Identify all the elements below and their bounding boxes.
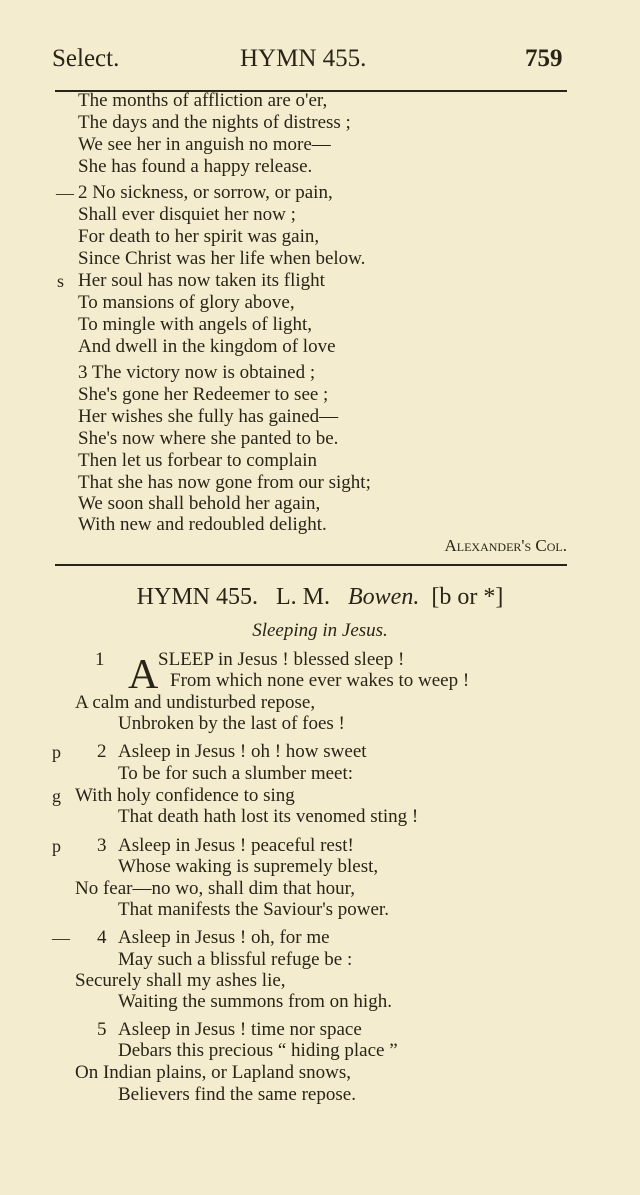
verse-line: For death to her spirit was gain,: [78, 226, 320, 247]
verse-line: Her soul has now taken its flight: [78, 270, 325, 291]
verse-line: SLEEP in Jesus ! blessed sleep !: [158, 649, 405, 670]
verse-number: 1: [95, 649, 105, 670]
verse-line: To be for such a slumber meet:: [118, 763, 354, 784]
verse-line: A calm and undisturbed repose,: [75, 692, 316, 713]
section-rule: [55, 564, 567, 566]
dynamic-marker: p: [52, 836, 61, 856]
verse-line: That manifests the Saviour's power.: [118, 899, 389, 920]
dynamic-marker: —: [52, 928, 70, 948]
verse-line: With holy confidence to sing: [75, 785, 295, 806]
verse-line: Believers find the same repose.: [118, 1084, 356, 1105]
verse-line: On Indian plains, or Lapland snows,: [75, 1062, 351, 1083]
verse-line: Asleep in Jesus ! oh, for me: [118, 927, 330, 948]
verse-number: 4: [97, 927, 107, 948]
verse-line: Asleep in Jesus ! peaceful rest!: [118, 835, 354, 856]
verse-line: We see her in anguish no more—: [78, 134, 331, 155]
page-number: 759: [525, 45, 563, 72]
verse-line: No fear—no wo, shall dim that hour,: [75, 878, 355, 899]
section-label: Select.: [52, 45, 120, 72]
verse-line: The months of affliction are o'er,: [78, 90, 328, 111]
verse-line: She has found a happy release.: [78, 156, 313, 177]
verse-line: Then let us forbear to complain: [78, 450, 318, 471]
verse-line: She's gone her Redeemer to see ;: [78, 384, 329, 405]
verse-line: Her wishes she fully has gained—: [78, 406, 339, 427]
verse-line: May such a blissful refuge be :: [118, 949, 353, 970]
verse-line: 2 No sickness, or sorrow, or pain,: [78, 182, 333, 203]
verse-line: Securely shall my ashes lie,: [75, 970, 286, 991]
hymn-key: [b or *]: [431, 584, 504, 610]
verse-number: 3: [97, 835, 107, 856]
verse-line: That she has now gone from our sight;: [78, 472, 371, 493]
verse-line: To mansions of glory above,: [78, 292, 295, 313]
dynamic-marker: —: [56, 183, 74, 203]
attribution: Alexander's Col.: [444, 536, 567, 555]
hymn-meter: L. M.: [276, 584, 331, 610]
verse-line: Unbroken by the last of foes !: [118, 713, 345, 734]
hymn-subtitle: Sleeping in Jesus.: [252, 620, 388, 641]
verse-line: From which none ever wakes to weep !: [170, 670, 470, 691]
verse-line: To mingle with angels of light,: [78, 314, 313, 335]
verse-line: Asleep in Jesus ! time nor space: [118, 1019, 362, 1040]
verse-line: Debars this precious “ hiding place ”: [118, 1040, 398, 1061]
verse-number: 2: [97, 741, 107, 762]
verse-line: And dwell in the kingdom of love: [78, 336, 336, 357]
verse-line: 3 The victory now is obtained ;: [78, 362, 316, 383]
running-title: HYMN 455.: [240, 45, 367, 72]
hymn-tune: Bowen.: [348, 584, 420, 610]
verse-line: The days and the nights of distress ;: [78, 112, 351, 133]
verse-line: We soon shall behold her again,: [78, 493, 321, 514]
verse-number: 5: [97, 1019, 107, 1040]
hymn-number: HYMN 455.: [136, 584, 259, 610]
verse-line: Shall ever disquiet her now ;: [78, 204, 296, 225]
verse-line: Whose waking is supremely blest,: [118, 856, 379, 877]
verse-line: That death hath lost its venomed sting !: [118, 806, 419, 827]
verse-line: Waiting the summons from on high.: [118, 991, 392, 1012]
dynamic-marker: g: [52, 786, 61, 806]
verse-line: Since Christ was her life when below.: [78, 248, 366, 269]
dynamic-marker: p: [52, 742, 61, 762]
verse-line: Asleep in Jesus ! oh ! how sweet: [118, 741, 367, 762]
verse-line: With new and redoubled delight.: [78, 514, 327, 535]
verse-line: She's now where she panted to be.: [78, 428, 339, 449]
drop-cap: A: [128, 652, 159, 698]
dynamic-marker: s: [57, 271, 65, 291]
hymn-heading: [0, 582, 640, 612]
